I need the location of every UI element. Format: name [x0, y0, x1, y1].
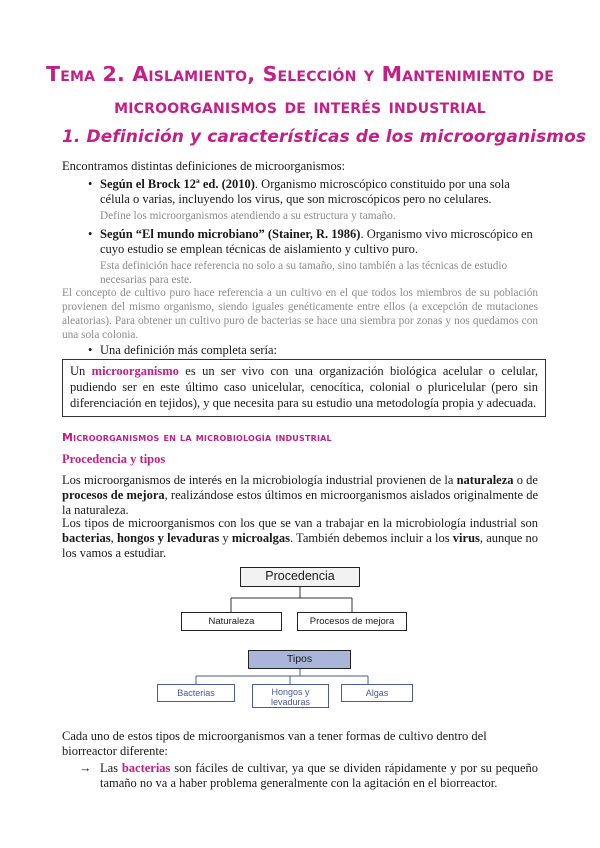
- tipos-node: Tipos: [248, 650, 351, 669]
- p2-g: . También debemos incluir a los: [289, 531, 453, 545]
- pure-culture-note: El concepto de cultivo puro hace referencia a un cultivo en el que todos los miembros de su población provienen del mismo organismo, siendo iguales genéticamente entre ellos (a excepción de mutaciones aleatorias). Para obtener un cultivo puro de bacterias se hace una siembra por zonas y nos quedamos con una sola colonia.: [62, 287, 538, 341]
- p2-e: y: [219, 531, 232, 545]
- title-line-2: microorganismos de interés industrial: [114, 94, 486, 118]
- naturaleza-node: Naturaleza: [181, 612, 282, 631]
- intro-paragraph: Encontramos distintas definiciones de microorganismos:: [62, 159, 346, 173]
- p2-bacterias: bacterias: [62, 531, 111, 545]
- box-post: es un ser vivo con una organización biológica acelular o celular, pudiendo ser en este último caso unicelular, cenocítica, colonial o pluricelular (pero sin diferenciación en tejidos), y que necesita para su estudio una metodología propia y adecuada.: [70, 364, 539, 410]
- p1-c: o de: [513, 473, 538, 487]
- arrow-a: Las: [100, 761, 122, 775]
- p2-c: ,: [110, 531, 117, 545]
- section-2-subheading: Procedencia y tipos: [62, 452, 166, 466]
- arrow-c: son fáciles de cultivar, ya que se dividen rápidamente y por su pequeño tamaño no va a haber problema generalmente con la agitación en el biorreactor.: [100, 761, 538, 790]
- p2-microalgas: microalgas: [231, 531, 290, 545]
- cultivation-paragraph: Cada uno de estos tipos de microorganismos van a tener formas de cultivo dentro del biorreactor diferente:: [62, 729, 487, 758]
- definition-1-note: Define los microorganismos atendiendo a su estructura y tamaño.: [100, 210, 396, 222]
- definition-1-text: . Organismo microscópico constituido por una sola célula o varias, incluyendo los virus, que son microscópicos pero no celulares.: [100, 177, 510, 206]
- definition-2-source: Según “El mundo microbiano” (Stainer, R. 1986): [100, 227, 361, 241]
- tipos-connectors: [196, 668, 368, 684]
- box-pre: Un: [70, 364, 92, 378]
- procedencia-connectors: [231, 586, 352, 612]
- definition-2-text: . Organismo vivo microscópico en cuyo estudio se emplean técnicas de aislamiento y cultivo puro.: [100, 227, 533, 256]
- box-term: microorganismo: [91, 364, 179, 378]
- bacterias-node: Bacterias: [157, 684, 235, 702]
- title-line-1: Tema 2. Aislamiento, Selección y Mantenimiento de: [46, 62, 554, 86]
- p1-a: Los microorganismos de interés en la microbiología industrial provienen de la: [62, 473, 457, 487]
- p2-virus: virus: [452, 531, 480, 545]
- procesos-node: Procesos de mejora: [297, 612, 407, 631]
- p2-hongos: hongos y levaduras: [116, 531, 220, 545]
- definition-2-note: Esta definición hace referencia no solo a su tamaño, sino también a las técnicas de estudio necesarias para este.: [100, 260, 508, 286]
- bacteria-cultivation-item: [100, 761, 538, 791]
- complete-definition-intro: • Una definición más completa sería:: [100, 343, 538, 358]
- hongos-node: Hongos y levaduras: [252, 684, 329, 708]
- p2-i: , aunque no los vamos a estudiar.: [62, 531, 539, 560]
- definition-1-source: Según el Brock 12ª ed. (2010): [100, 177, 255, 191]
- p1-procesos: procesos de mejora: [62, 488, 165, 502]
- arrow-bullet-icon: →: [79, 761, 92, 775]
- p2-a: Los tipos de microorganismos con los que se van a trabajar en la microbiología industrial son: [62, 516, 538, 530]
- section-2-heading: Microorganismos en la microbiología industrial: [62, 431, 332, 444]
- p1-naturaleza: naturaleza: [456, 473, 514, 487]
- p1-e: , realizándose estos últimos en microorganismos aislados originalmente de la naturaleza.: [62, 488, 538, 517]
- algas-node: Algas: [341, 684, 413, 702]
- section-1-heading: 1. Definición y características de los microorganismos: [62, 127, 587, 147]
- arrow-bacterias: bacterias: [121, 761, 171, 775]
- procedencia-node: Procedencia: [240, 567, 360, 587]
